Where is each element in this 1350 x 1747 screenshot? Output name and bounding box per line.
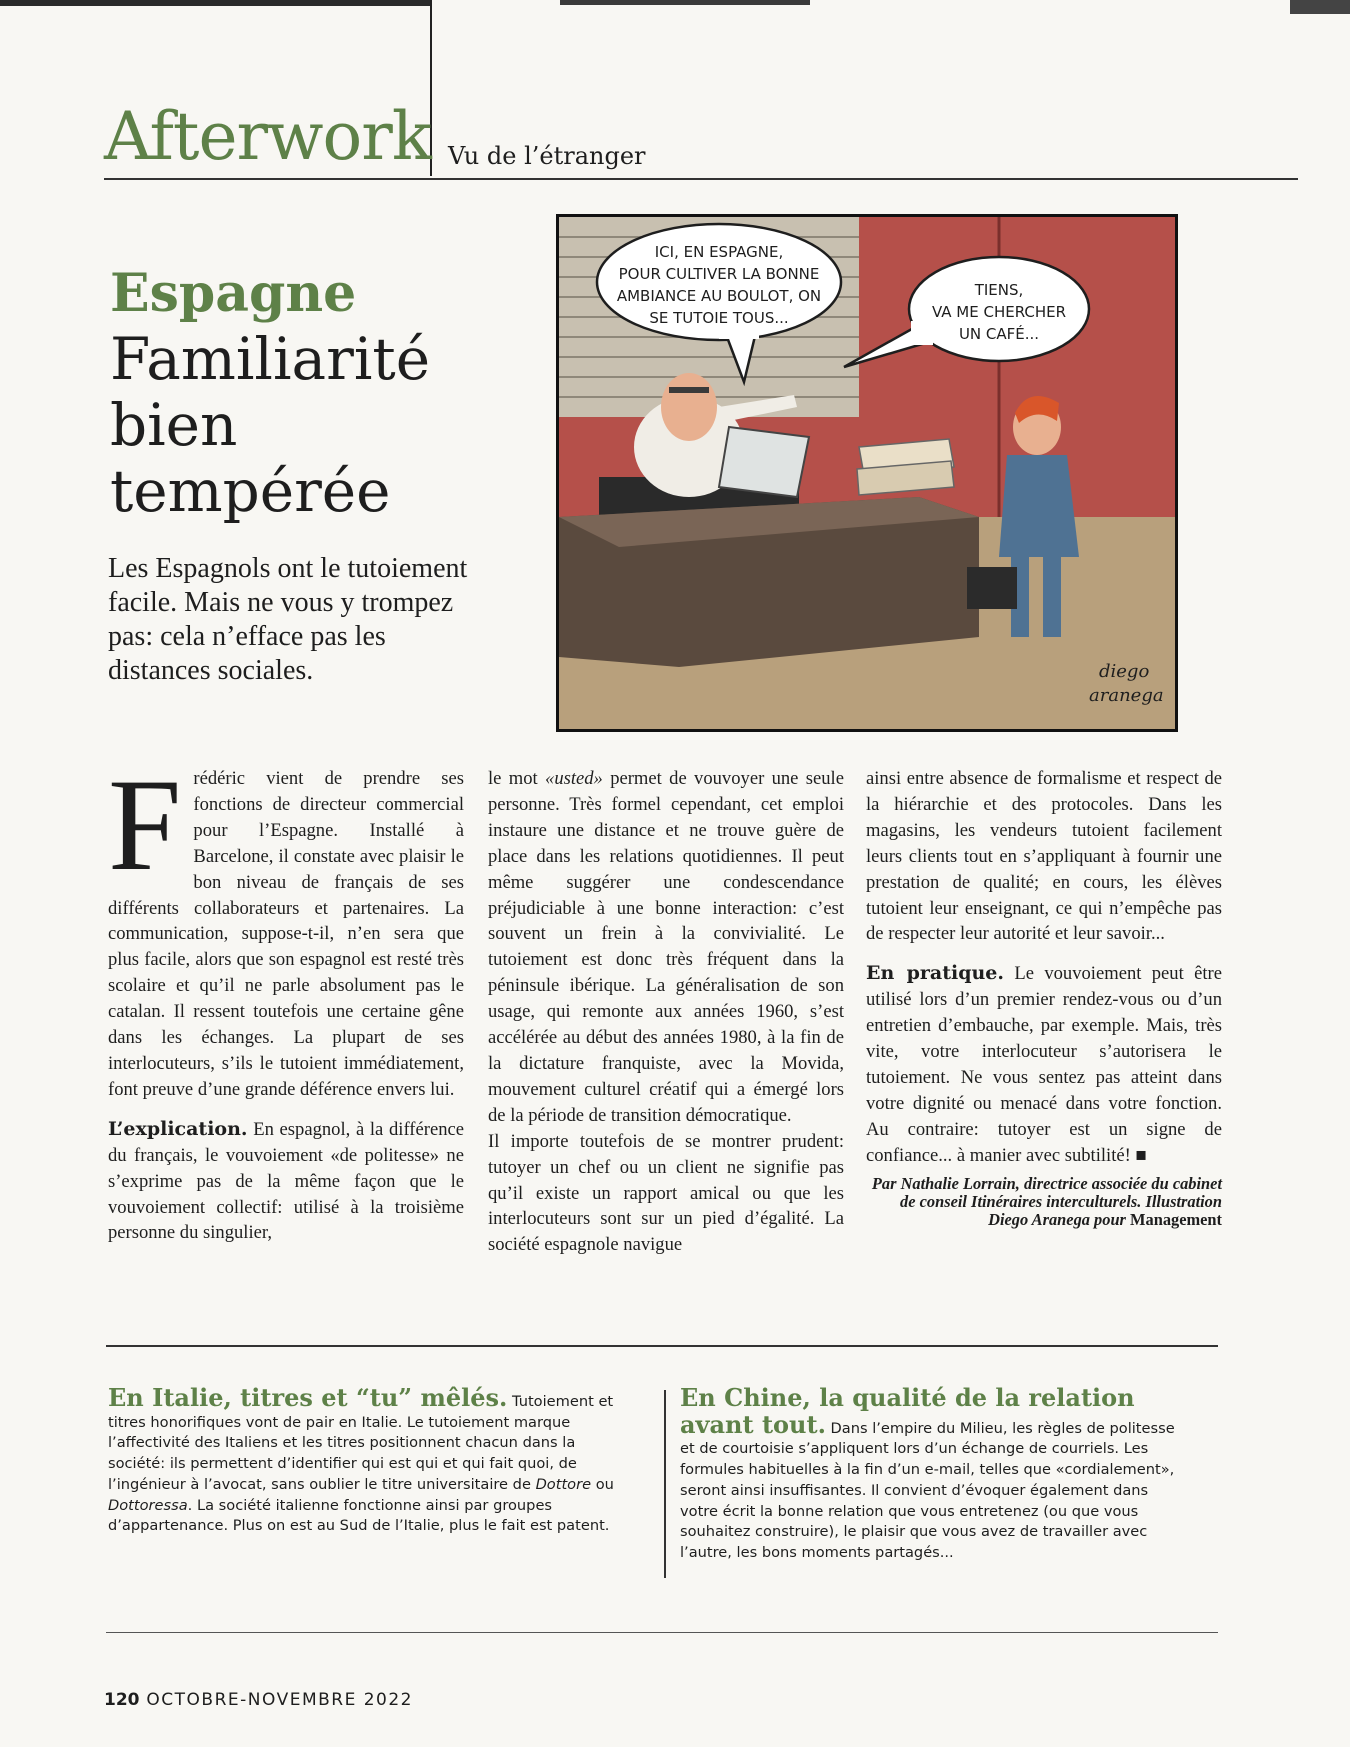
article-body-text: Le vouvoiement peut être utilisé lors d’un premier rendez-vous ou d’un entretien d’embauche, par exemple. Mais, très vite, votre interlocuteur s’autorisera le tutoiement. Ne vous sentez pas atteint dans votre dignité ou menacé dans votre fonction. Au contraire: tutoyer est un signe de confiance... à manier avec subtilité!: [866, 963, 1222, 1166]
bubble2-line: VA ME CHERCHER: [931, 303, 1067, 321]
employee-suit: [999, 455, 1079, 557]
article-italic-term: «usted»: [545, 768, 603, 789]
box-divider: [664, 1390, 666, 1578]
box-italic-term: Dottoressa: [108, 1496, 188, 1514]
box-title: En Chine, la qualité de la relation avant tout.: [680, 1383, 1135, 1439]
bubble1-line: POUR CULTIVER LA BONNE: [618, 265, 820, 283]
article-kicker: Espagne: [110, 263, 357, 324]
bubble2-line: UN CAFÉ...: [958, 325, 1040, 343]
author-signature: [866, 1175, 1222, 1229]
bubble1-line: ICI, EN ESPAGNE,: [654, 243, 784, 261]
cartoon-drawing: [559, 217, 1175, 729]
article-headline: Familiarité bien tempérée: [110, 325, 431, 525]
header-rule: [104, 178, 1298, 180]
box-text: Tutoiement et titres honorifiques vont de pair en Italie. Le tutoiement marque l’affectivité des Italiens et les titres positionnent chacun dans la société: ils permettent d’identifier qui est qui et qui fait quoi, de l’ingénieur à l’avocat, sans oublier le titre universitaire de: [108, 1393, 614, 1493]
page-footer: [104, 1690, 413, 1710]
drop-cap: F: [108, 751, 182, 898]
footer-rule: [106, 1632, 1218, 1633]
article-column-2: [488, 766, 844, 1258]
briefcase: [967, 567, 1017, 609]
laptop: [719, 427, 809, 497]
section-subrubric: Vu de l’étranger: [448, 142, 646, 170]
box-text: . La société italienne fonctionne ainsi par groupes d’appartenance. Plus on est au Sud de l’Italie, plus le fait est patent.: [108, 1496, 610, 1535]
article-body-text: ainsi entre absence de formalisme et respect de la hiérarchie et des protocoles. Dans les magasins, les vendeurs tutoient facilement leurs clients tout en s’appliquant à fournir une prestation de qualité; en cours, les élèves tutoient leur enseignant, ce qui n’empêche pas de respecter leur autorité et leur savoir...: [866, 768, 1222, 945]
signature-text: Par Nathalie Lorrain, directrice associée du cabinet de conseil Itinéraires interculturels. Illustration Diego Aranega pour: [871, 1173, 1222, 1229]
article-body-text: Il importe toutefois de se montrer prudent: tutoyer un chef ou un client ne signifie pas qu’il existe un rapport amical ou que les interlocuteurs sont sur un pied d’égalité. La société espagnole navigue: [488, 1130, 844, 1256]
cartoonist-signature: diego: [1099, 661, 1150, 682]
paragraph-lead-in: L’explication.: [108, 1117, 248, 1140]
page-number: 120: [104, 1690, 140, 1710]
article-body-text: le mot: [488, 768, 546, 789]
top-edge-bar: [560, 0, 810, 5]
bubble2-line: TIENS,: [974, 281, 1024, 299]
end-mark: ■: [1135, 1144, 1147, 1166]
box-text: Dans l’empire du Milieu, les règles de politesse et de courtoisie s’appliquent lors d’un échange de courriels. Les formules habituelles à la fin d’un e-mail, telles que «cordialement», seront ainsi insuffisantes. Il convient d’évoquer également dans votre écrit la bonne relation que vous entretenez (ou que vous souhaitez construire), le plaisir que vous avez de travailler avec l’autre, les bons moments partagés...: [680, 1419, 1175, 1561]
cartoonist-signature: aranega: [1089, 685, 1164, 706]
section-rule: [106, 1345, 1218, 1347]
article-column-3: [866, 766, 1222, 1229]
issue-date: OCTOBRE-NOVEMBRE 2022: [146, 1690, 413, 1710]
article-body-text: rédéric vient de prendre ses fonctions de directeur commercial pour l’Espagne. Installé à Barcelone, il constate avec plaisir le bon niveau de français de ses différents collaborateurs et partenaires. La communication, suppose-t-il, n’en sera que plus facile, alors que son espagnol est resté très scolaire et qu’il ne parle absolument pas le catalan. Il ressent toutefois une certaine gêne dans les échanges. La plupart de ses interlocuteurs, s’ils le tutoient immédiatement, font preuve d’une grande déférence envers lui.: [108, 768, 464, 1100]
top-edge-bar: [0, 0, 430, 6]
sidebar-box-italy: [108, 1383, 618, 1537]
sidebar-box-china: [680, 1383, 1190, 1564]
article-body-text: permet de vouvoyer une seule personne. Très formel cependant, cet emploi instaure une distance et ne trouve guère de place dans les relations quotidiennes. Il peut même suggérer une condescendance préjudiciable à une bonne interaction: c’est souvent un frein à la convivialité. Le tutoiement est donc très fréquent dans la péninsule ibérique. La généralisation de son usage, qui remonte aux années 1960, s’est accélérée au début des années 1980, à la fin de la dictature franquiste, avec la Movida, mouvement culturel créatif qui a émergé lors de la période de transition démocratique.: [488, 768, 844, 1126]
box-text: ou: [591, 1475, 614, 1493]
paragraph-lead-in: En pratique.: [866, 962, 1005, 985]
bubble1-line: AMBIANCE AU BOULOT, ON: [616, 287, 822, 305]
magazine-name: Management: [1130, 1209, 1222, 1229]
box-italic-term: Dottore: [535, 1475, 592, 1493]
boss-head: [661, 373, 717, 441]
article-column-1: [108, 751, 464, 1246]
cartoon-illustration: [556, 214, 1178, 732]
article-standfirst: Les Espagnols ont le tutoiement facile. Mais ne vous y trompez pas: cela n’efface pas les distances sociales.: [108, 553, 468, 686]
article-body-text: En espagnol, à la différence du français, le vouvoiement «de politesse» ne s’exprime pas de la même façon que le vouvoiement collectif: utilisé à la troisième personne du singulier,: [108, 1118, 464, 1244]
section-rubric: Afterwork: [104, 98, 431, 175]
box-title: En Italie, titres et “tu” mêlés.: [108, 1383, 508, 1412]
top-edge-bar: [1290, 0, 1350, 14]
bubble1-line: SE TUTOIE TOUS...: [649, 309, 789, 327]
